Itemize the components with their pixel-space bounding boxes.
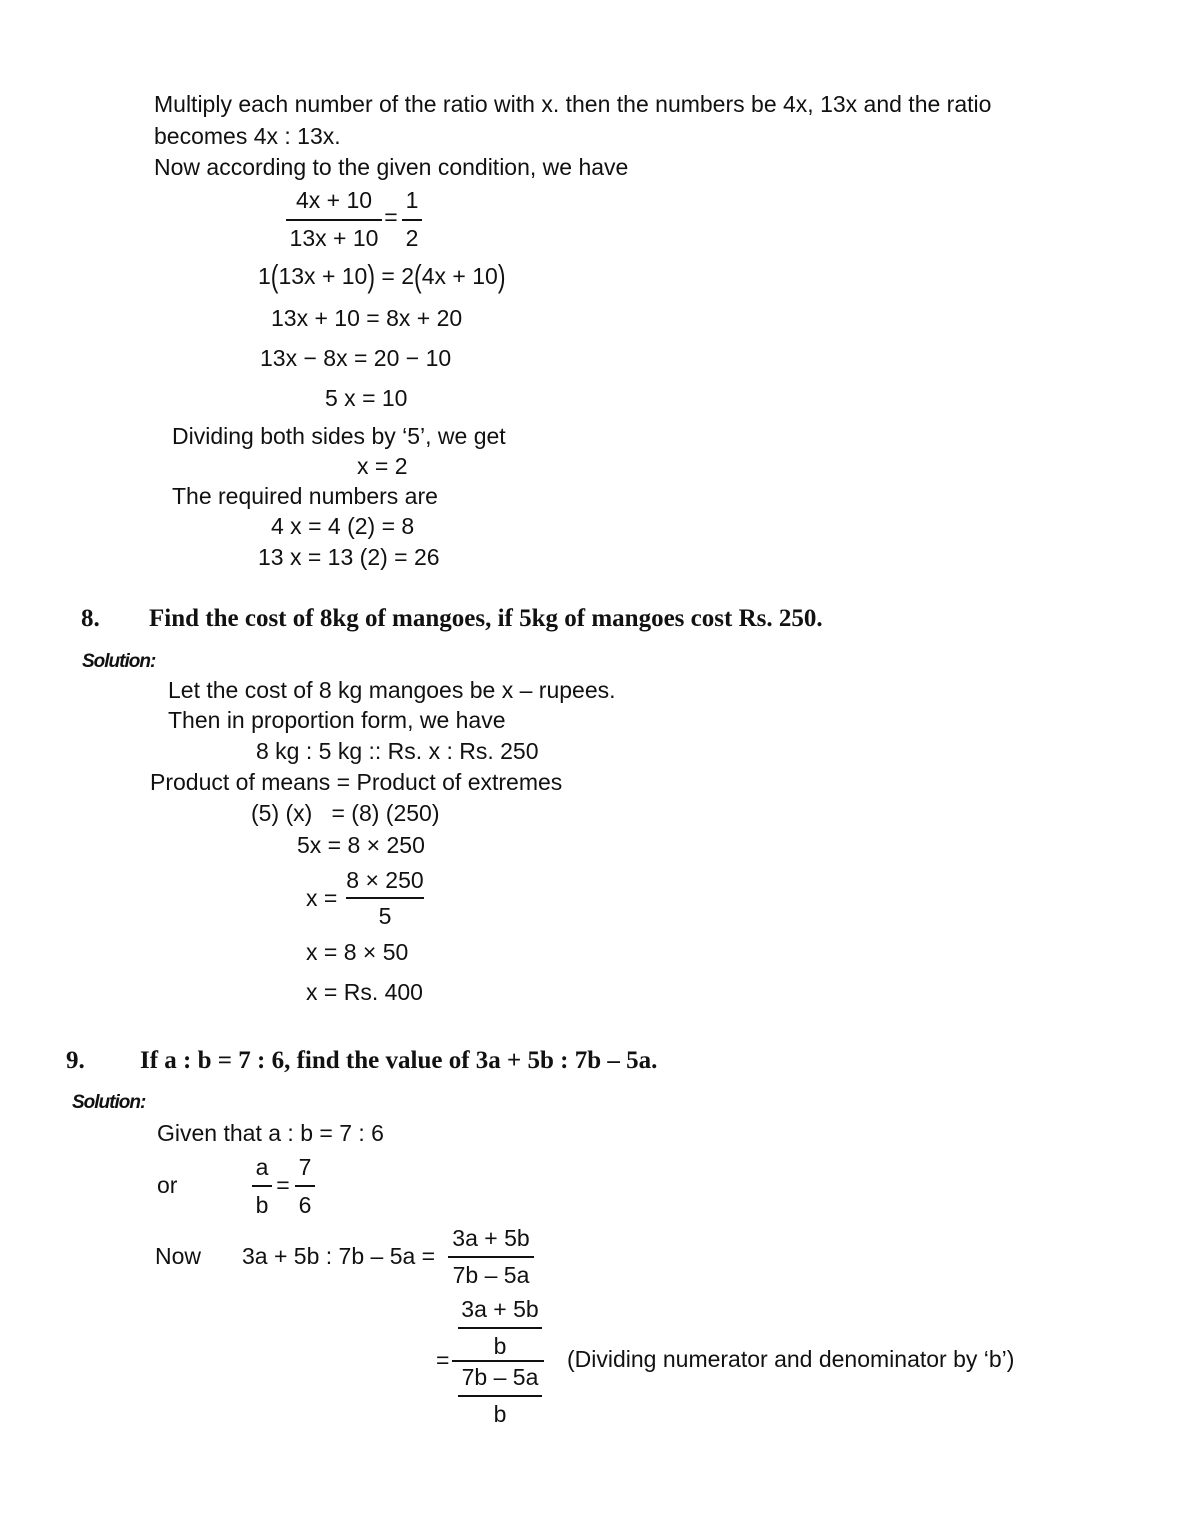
- q8-step-2: x = 8 × 50: [306, 939, 409, 965]
- solution-label-8: Solution:: [82, 651, 156, 672]
- q8-answer: x = Rs. 400: [306, 979, 423, 1005]
- q9-fraction-bar: [448, 1256, 534, 1258]
- q9-inner-denominator-bar: [458, 1395, 542, 1397]
- q8-product: (5) (x) = (8) (250): [251, 800, 440, 826]
- q9-main-bar: [452, 1360, 544, 1362]
- q9-inner-numerator-bar: [458, 1327, 542, 1329]
- step-cross-multiply-right: 4x + 10: [421, 263, 498, 289]
- q9-inner-denominator: 7b – 5a: [461, 1364, 539, 1390]
- intro-line-2: becomes 4x : 13x.: [154, 123, 341, 149]
- q9-complex-equals: =: [436, 1347, 450, 1373]
- step-cross-multiply-left: 13x + 10: [278, 263, 368, 289]
- q9-expression: 3a + 5b : 7b – 5a =: [242, 1243, 436, 1269]
- q9-now: Now: [155, 1243, 202, 1269]
- q8-means-extremes: Product of means = Product of extremes: [150, 769, 563, 795]
- q8-line-2: Then in proportion form, we have: [168, 707, 506, 733]
- solution-label-9: Solution:: [72, 1092, 146, 1113]
- q9-note: (Dividing numerator and denominator by ‘b’): [567, 1346, 1015, 1372]
- fraction-right-numerator: 1: [405, 187, 419, 213]
- q8-fraction-bar: [346, 897, 424, 899]
- fraction-numerator: 4x + 10: [295, 187, 373, 213]
- q8-proportion: 8 kg : 5 kg :: Rs. x : Rs. 250: [256, 738, 539, 764]
- question-9-number: 9.: [66, 1047, 85, 1074]
- q9-six: 6: [298, 1192, 312, 1218]
- q9-a: a: [255, 1154, 269, 1180]
- fraction-right-denominator: 2: [405, 225, 419, 251]
- x-result: x = 2: [357, 453, 408, 479]
- step-cross-multiply-mid: = 2: [375, 263, 415, 289]
- q8-fraction-x: x =: [306, 885, 338, 911]
- number-two: 13 x = 13 (2) = 26: [258, 544, 440, 570]
- question-8-text: Find the cost of 8kg of mangoes, if 5kg of mangoes cost Rs. 250.: [149, 605, 823, 632]
- q9-or: or: [157, 1172, 178, 1198]
- fraction-bar: [286, 219, 382, 221]
- q9-inner-b-top: b: [493, 1333, 507, 1359]
- paren-close-icon: ): [497, 258, 506, 294]
- question-9-text: If a : b = 7 : 6, find the value of 3a + 5b : 7b – 5a.: [140, 1047, 658, 1074]
- fraction-denominator: 13x + 10: [289, 225, 379, 251]
- q8-line-1: Let the cost of 8 kg mangoes be x – rupees.: [168, 677, 616, 703]
- step-cross-multiply: [258, 258, 506, 294]
- q9-b: b: [255, 1192, 269, 1218]
- paren-open-icon: (: [270, 258, 279, 294]
- q9-inner-numerator: 3a + 5b: [461, 1296, 539, 1322]
- q9-given: Given that a : b = 7 : 6: [157, 1120, 384, 1146]
- q8-step: 5x = 8 × 250: [297, 832, 425, 858]
- dividing-text: Dividing both sides by ‘5’, we get: [172, 423, 506, 449]
- step-collect: 13x − 8x = 20 − 10: [260, 345, 452, 371]
- step-simplify: 5 x = 10: [325, 385, 408, 411]
- q9-ab-bar: [252, 1185, 272, 1187]
- q9-ratio-equals: =: [276, 1172, 290, 1198]
- q9-fraction-numerator: 3a + 5b: [452, 1225, 530, 1251]
- number-one: 4 x = 4 (2) = 8: [271, 513, 415, 539]
- step-expand: 13x + 10 = 8x + 20: [271, 305, 463, 331]
- intro-line-1: Multiply each number of the ratio with x. then the numbers be 4x, 13x and the ratio: [154, 91, 992, 117]
- paren-close-icon: ): [367, 258, 376, 294]
- paren-open-icon: (: [414, 258, 422, 294]
- q9-76-bar: [295, 1185, 315, 1187]
- fraction-right-bar: [402, 219, 422, 221]
- q8-fraction-numerator: 8 × 250: [346, 867, 424, 893]
- q9-seven: 7: [298, 1154, 312, 1180]
- q9-inner-b-bottom: b: [493, 1401, 507, 1427]
- intro-line-3: Now according to the given condition, we have: [154, 154, 629, 180]
- q8-fraction-denominator: 5: [378, 903, 392, 929]
- fraction-equals: =: [384, 204, 398, 230]
- q9-fraction-denominator: 7b – 5a: [452, 1262, 530, 1288]
- question-8-number: 8.: [81, 605, 100, 632]
- step-cross-multiply-coef: 1: [258, 263, 271, 289]
- required-numbers-text: The required numbers are: [172, 483, 438, 509]
